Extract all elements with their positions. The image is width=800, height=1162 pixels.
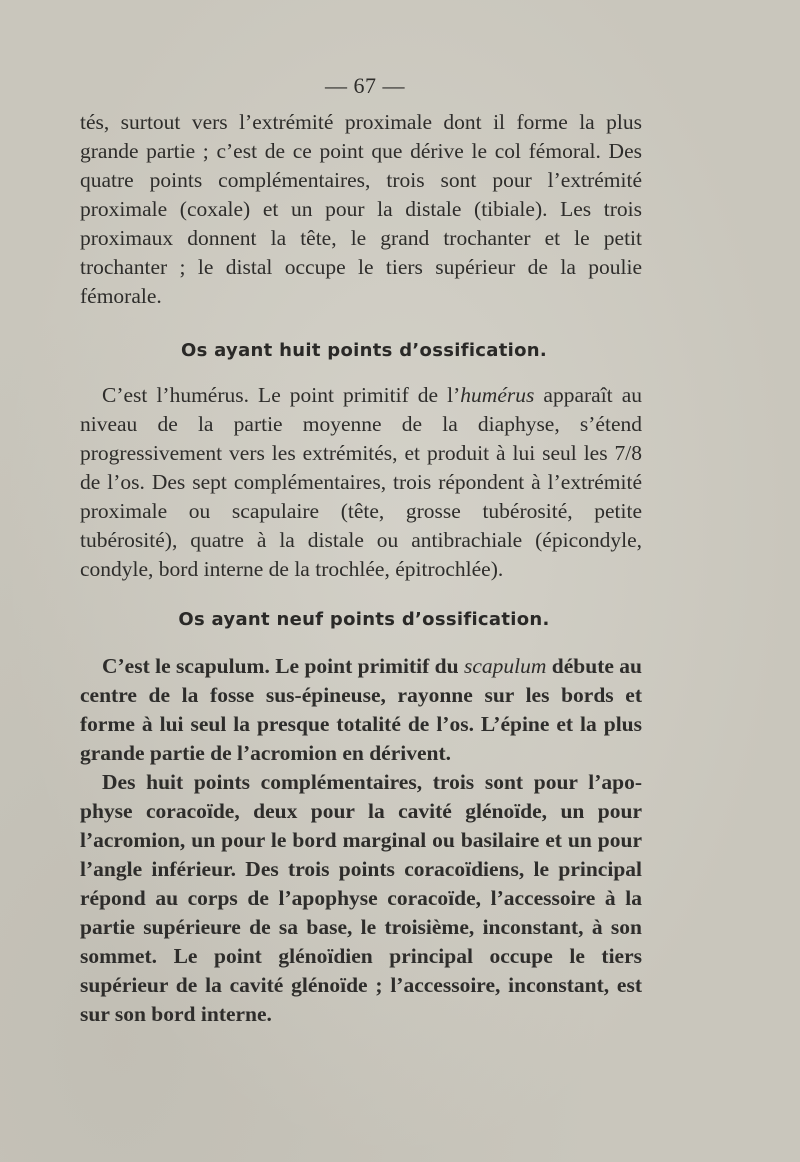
book-page [80, 72, 642, 1029]
paragraph-scapulum [80, 652, 642, 768]
paragraph-femur-continuation: tés, surtout vers l’extrémité proximale dont il forme la plus grande partie ; c’est de ce point que dérive le col fémoral. Des quatre points complémentaires, trois sont pour l’extrémité proximale (coxale) et un pour la distale (tibiale). Les trois proximaux donnent la tête, le grand trochanter et le petit trochanter ; le distal occupe le tiers supérieur de la poulie fémorale. [80, 110, 642, 308]
humerus-italic-term: humérus [460, 383, 535, 407]
scapulum-section [80, 652, 642, 1029]
humerus-text-before: C’est l’humérus. Le point primitif de l’ [102, 383, 461, 407]
paragraph-humerus [80, 381, 642, 584]
section-heading-neuf-points: Os ayant neuf points d’ossification. [178, 609, 550, 630]
section-heading-huit-points: Os ayant huit points d’ossification. [180, 340, 548, 361]
page-number: — 67 — [325, 73, 405, 98]
scapulum-italic-term: scapulum [463, 654, 547, 678]
scapulum-text-after: débute au centre de la fosse sus-épineuse, rayonne sur les bords et forme à lui seul la presque totalité de l’os. L’épine et la plus grande partie de l’acromion en dérivent. [80, 654, 642, 765]
humerus-text-after: apparaît au niveau de la partie moyenne de la diaphyse, s’étend progressivement vers les extrémités, et produit à lui seul les 7/8 de l’os. Des sept complémentaires, trois répondent à l’extrémité proximale ou scapulaire (tête, grosse tubérosité, petite tubérosité), quatre à la distale ou antibrachiale (épicondyle, condyle, bord interne de la trochlée, épitrochlée). [80, 383, 643, 581]
paragraph-complementary-points: Des huit points complémentaires, trois sont pour l’apophyse coracoïde, deux pour la cavité glénoïde, un pour l’acromion, un pour le bord marginal ou basilaire et un pour l’angle inférieur. Des trois points coracoïdiens, le principal répond au corps de l’apophyse coracoïde, l’accessoire à la partie supérieure de sa base, le troisième, inconstant, à son sommet. Le point glénoïdien principal occupe le tiers supérieur de la cavité glénoïde ; l’accessoire, inconstant, est sur son bord interne. [80, 770, 642, 1026]
scapulum-text-before: C’est le scapulum. Le point primitif du [102, 654, 464, 678]
